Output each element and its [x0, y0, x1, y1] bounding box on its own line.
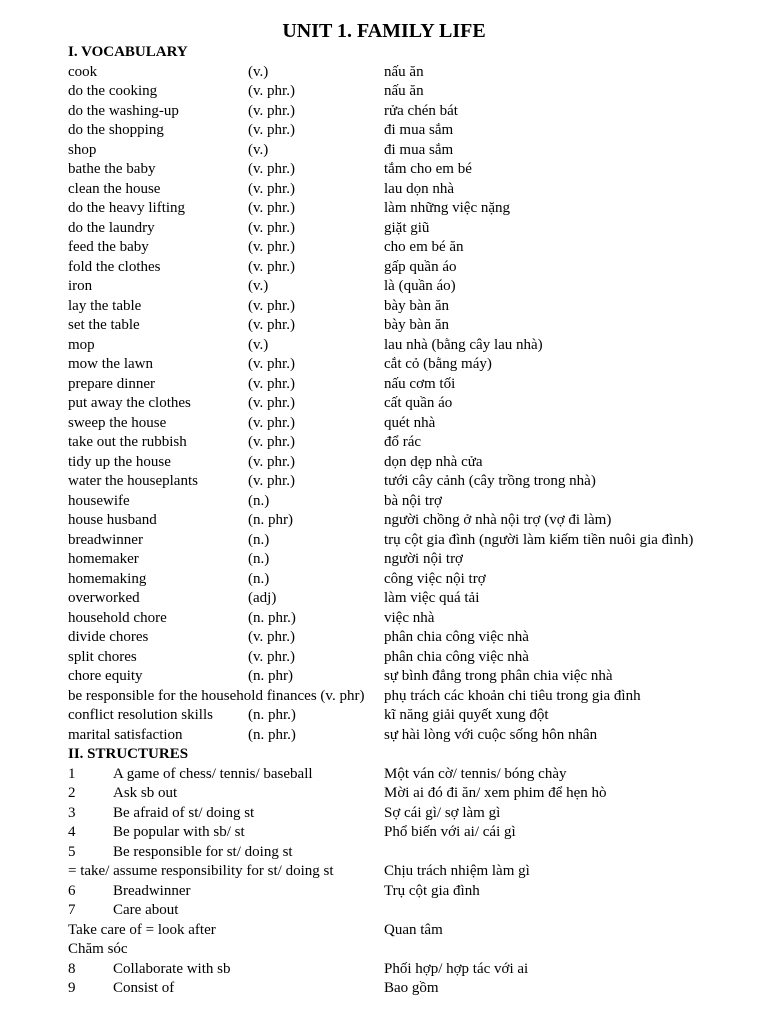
vocab-meaning: là (quần áo)	[384, 278, 456, 294]
vocab-row	[0, 316, 768, 336]
vocab-part-of-speech: (n. phr.)	[248, 726, 296, 743]
structure-meaning: Sợ cái gì/ sợ làm gì	[384, 804, 501, 821]
vocab-meaning: kĩ năng giải quyết xung đột	[384, 707, 549, 723]
vocab-part-of-speech: (v. phr.)	[248, 297, 295, 314]
vocab-row	[0, 570, 768, 590]
vocab-meaning: lau dọn nhà	[384, 180, 454, 197]
vocab-row	[0, 394, 768, 414]
vocab-word: marital satisfaction	[68, 726, 183, 743]
vocab-meaning: bày bàn ăn	[384, 297, 449, 314]
vocab-word: sweep the house	[68, 414, 167, 431]
vocab-part-of-speech: (n.)	[248, 531, 270, 548]
vocab-part-of-speech: (v. phr.)	[248, 180, 295, 197]
vocab-meaning: bà nội trợ	[384, 492, 442, 509]
vocab-part-of-speech: (v. phr.)	[248, 434, 295, 450]
vocab-row	[0, 550, 768, 570]
structure-row	[0, 901, 768, 921]
structure-number: 9	[68, 980, 76, 996]
vocab-meaning: gấp quần áo	[384, 258, 457, 275]
vocab-row	[0, 648, 768, 668]
vocab-part-of-speech: (v. phr.)	[248, 356, 295, 372]
vocab-word: put away the clothes	[68, 395, 191, 411]
vocab-part-of-speech: (v. phr.)	[248, 473, 295, 489]
vocab-word: fold the clothes	[68, 258, 161, 275]
vocab-meaning: bày bàn ăn	[384, 317, 449, 333]
vocab-part-of-speech: (n.)	[248, 492, 270, 509]
vocab-row	[0, 375, 768, 395]
vocab-meaning: phụ trách các khoản chi tiêu trong gia đình	[384, 687, 641, 704]
vocab-meaning: sự hài lòng với cuộc sống hôn nhân	[384, 726, 598, 743]
structure-row	[0, 960, 768, 980]
vocab-row	[0, 121, 768, 141]
vocab-meaning: giặt giũ	[384, 219, 430, 236]
vocab-part-of-speech: (v. phr.)	[248, 629, 295, 645]
vocab-row	[0, 199, 768, 219]
vocab-part-of-speech: (v. phr.)	[248, 375, 295, 392]
vocab-word: split chores	[68, 648, 137, 665]
vocab-row	[0, 160, 768, 180]
vocab-word: feed the baby	[68, 239, 149, 255]
structure-phrase: Be popular with sb/ st	[113, 824, 245, 840]
vocab-meaning: tắm cho em bé	[384, 161, 472, 177]
vocab-meaning: việc nhà	[384, 609, 435, 626]
structure-meaning: Phổ biến với ai/ cái gì	[384, 824, 516, 840]
structure-row	[0, 921, 768, 941]
vocab-word: bathe the baby	[68, 161, 156, 177]
vocab-meaning: sự bình đẳng trong phân chia việc nhà	[384, 668, 613, 684]
vocab-row	[0, 453, 768, 473]
vocab-row	[0, 589, 768, 609]
vocab-word: homemaking	[68, 570, 147, 587]
vocab-part-of-speech: (v. phr.)	[248, 317, 295, 333]
structure-phrase: A game of chess/ tennis/ baseball	[113, 765, 313, 782]
structure-number: 1	[68, 765, 76, 782]
vocab-word: prepare dinner	[68, 375, 156, 392]
vocab-part-of-speech: (v. phr.)	[248, 453, 295, 470]
vocab-part-of-speech: (n. phr.)	[248, 609, 296, 626]
structure-meaning: Trụ cột gia đình	[384, 882, 480, 899]
structure-row	[0, 979, 768, 999]
structure-number: 5	[68, 843, 76, 860]
structure-row	[0, 823, 768, 843]
structure-number: 7	[68, 902, 76, 918]
vocab-word: do the washing-up	[68, 102, 179, 119]
vocab-row	[0, 472, 768, 492]
structure-meaning: Một ván cờ/ tennis/ bóng chày	[384, 765, 567, 782]
vocab-word: do the laundry	[68, 219, 155, 236]
vocab-meaning: làm những việc nặng	[384, 200, 511, 216]
structure-number: 6	[68, 882, 76, 899]
vocab-row	[0, 336, 768, 356]
vocab-word: clean the house	[68, 180, 161, 197]
structure-number: 4	[68, 824, 76, 840]
structure-row	[0, 804, 768, 824]
vocab-part-of-speech: (n.)	[248, 551, 270, 567]
vocab-word: set the table	[68, 317, 140, 333]
vocab-part-of-speech: (n. phr)	[248, 512, 293, 528]
structure-meaning: Bao gồm	[384, 980, 439, 996]
vocab-meaning: phân chia công việc nhà	[384, 629, 529, 645]
vocab-meaning: lau nhà (bằng cây lau nhà)	[384, 336, 543, 353]
vocab-word: do the cooking	[68, 83, 158, 99]
structure-phrase: Care about	[113, 902, 179, 918]
structure-meaning: Phối hợp/ hợp tác với ai	[384, 960, 529, 977]
vocab-part-of-speech: (v. phr.)	[248, 239, 295, 255]
vocab-row	[0, 687, 768, 707]
structure-phrase: Be responsible for st/ doing st	[113, 843, 293, 860]
vocab-part-of-speech: (v. phr.)	[248, 161, 295, 177]
vocab-part-of-speech: (v. phr.)	[248, 102, 295, 119]
structure-row	[0, 882, 768, 902]
vocab-meaning: tưới cây cảnh (cây trồng trong nhà)	[384, 473, 596, 489]
vocab-row	[0, 706, 768, 726]
structure-number: 3	[68, 804, 76, 821]
vocab-meaning: cắt cỏ (bằng máy)	[384, 356, 492, 372]
vocab-part-of-speech: (v. phr.)	[248, 258, 295, 275]
vocab-word: household chore	[68, 609, 167, 626]
structure-phrase: Ask sb out	[113, 785, 178, 801]
structure-row	[0, 940, 768, 960]
structure-phrase: Chăm sóc	[68, 941, 128, 957]
vocab-word: house husband	[68, 512, 157, 528]
vocab-word: take out the rubbish	[68, 434, 187, 450]
vocab-meaning: công việc nội trợ	[384, 570, 486, 587]
vocab-word: mow the lawn	[68, 356, 153, 372]
vocab-row	[0, 492, 768, 512]
page-title: UNIT 1. FAMILY LIFE	[282, 20, 486, 42]
vocab-meaning: quét nhà	[384, 414, 436, 431]
structure-meaning: Quan tâm	[384, 921, 443, 938]
vocab-word: housewife	[68, 492, 130, 509]
vocab-word: do the shopping	[68, 122, 164, 138]
structures-heading: II. STRUCTURES	[68, 746, 189, 762]
structure-phrase: Be afraid of st/ doing st	[113, 804, 255, 821]
vocab-row	[0, 355, 768, 375]
vocab-part-of-speech: (v. phr.)	[248, 83, 295, 99]
vocab-word: be responsible for the household finances (v. phr)	[68, 687, 365, 704]
vocab-meaning: cất quần áo	[384, 395, 453, 411]
vocab-meaning: làm việc quá tải	[384, 590, 480, 606]
vocab-part-of-speech: (n.)	[248, 570, 270, 587]
vocab-part-of-speech: (v. phr.)	[248, 219, 295, 236]
vocab-word: breadwinner	[68, 531, 143, 548]
structure-phrase: Breadwinner	[113, 882, 191, 899]
vocab-row	[0, 180, 768, 200]
vocab-meaning: nấu ăn	[384, 83, 424, 99]
vocab-row	[0, 219, 768, 239]
vocab-meaning: trụ cột gia đình (người làm kiếm tiền nuôi gia đình)	[384, 531, 694, 548]
vocab-word: homemaker	[68, 551, 139, 567]
vocab-meaning: cho em bé ăn	[384, 239, 464, 255]
vocab-part-of-speech: (v. phr.)	[248, 395, 295, 411]
vocab-part-of-speech: (v.)	[248, 336, 269, 353]
structure-meaning: Mời ai đó đi ăn/ xem phim để hẹn hò	[384, 785, 607, 801]
vocab-word: chore equity	[68, 668, 143, 684]
vocab-word: water the houseplants	[68, 473, 198, 489]
structure-number: 8	[68, 960, 76, 977]
vocab-part-of-speech: (v. phr.)	[248, 122, 295, 138]
vocab-row	[0, 726, 768, 746]
vocab-part-of-speech: (v. phr.)	[248, 414, 295, 431]
vocab-meaning: phân chia công việc nhà	[384, 648, 529, 665]
structure-row	[0, 843, 768, 863]
vocab-meaning: nấu cơm tối	[384, 375, 456, 392]
vocab-row	[0, 102, 768, 122]
vocab-word: conflict resolution skills	[68, 707, 213, 723]
vocab-part-of-speech: (v.)	[248, 278, 269, 294]
vocab-row	[0, 531, 768, 551]
vocab-meaning: người chồng ở nhà nội trợ (vợ đi làm)	[384, 512, 612, 528]
vocab-meaning: nấu ăn	[384, 63, 424, 80]
structure-phrase: Consist of	[113, 980, 175, 996]
vocab-row	[0, 277, 768, 297]
vocab-row	[0, 141, 768, 161]
structure-number: 2	[68, 785, 76, 801]
vocab-word: lay the table	[68, 297, 142, 314]
structure-row	[0, 765, 768, 785]
vocab-meaning: người nội trợ	[384, 551, 463, 567]
structure-phrase: Take care of = look after	[68, 921, 216, 938]
structure-phrase: = take/ assume responsibility for st/ doing st	[68, 863, 334, 879]
vocab-word: do the heavy lifting	[68, 200, 186, 216]
vocab-row	[0, 667, 768, 687]
vocab-part-of-speech: (v.)	[248, 141, 269, 158]
vocab-meaning: đi mua sắm	[384, 122, 454, 138]
vocab-meaning: đổ rác	[384, 434, 422, 450]
vocab-meaning: đi mua sắm	[384, 141, 454, 158]
vocab-row	[0, 414, 768, 434]
structure-row	[0, 862, 768, 882]
vocab-part-of-speech: (v. phr.)	[248, 648, 295, 665]
vocab-meaning: dọn dẹp nhà cửa	[384, 453, 483, 470]
vocab-row	[0, 433, 768, 453]
vocab-part-of-speech: (n. phr.)	[248, 707, 296, 723]
vocab-word: overworked	[68, 590, 140, 606]
vocab-row	[0, 628, 768, 648]
structure-phrase: Collaborate with sb	[113, 960, 231, 977]
vocab-part-of-speech: (v.)	[248, 63, 269, 80]
structure-meaning: Chịu trách nhiệm làm gì	[384, 863, 530, 879]
vocab-part-of-speech: (adj)	[248, 590, 277, 606]
vocab-meaning: rửa chén bát	[384, 102, 458, 119]
vocab-word: mop	[68, 336, 95, 353]
vocab-row	[0, 511, 768, 531]
vocab-row	[0, 238, 768, 258]
vocab-word: divide chores	[68, 629, 149, 645]
vocabulary-heading: I. VOCABULARY	[68, 44, 188, 60]
vocab-word: cook	[68, 63, 98, 80]
vocab-row	[0, 82, 768, 102]
vocab-row	[0, 63, 768, 83]
vocab-word: tidy up the house	[68, 453, 171, 470]
vocab-part-of-speech: (n. phr)	[248, 668, 293, 684]
vocab-row	[0, 609, 768, 629]
structure-row	[0, 784, 768, 804]
vocab-word: shop	[68, 141, 97, 158]
vocab-row	[0, 258, 768, 278]
vocab-row	[0, 297, 768, 317]
vocab-part-of-speech: (v. phr.)	[248, 200, 295, 216]
vocab-word: iron	[68, 278, 93, 294]
